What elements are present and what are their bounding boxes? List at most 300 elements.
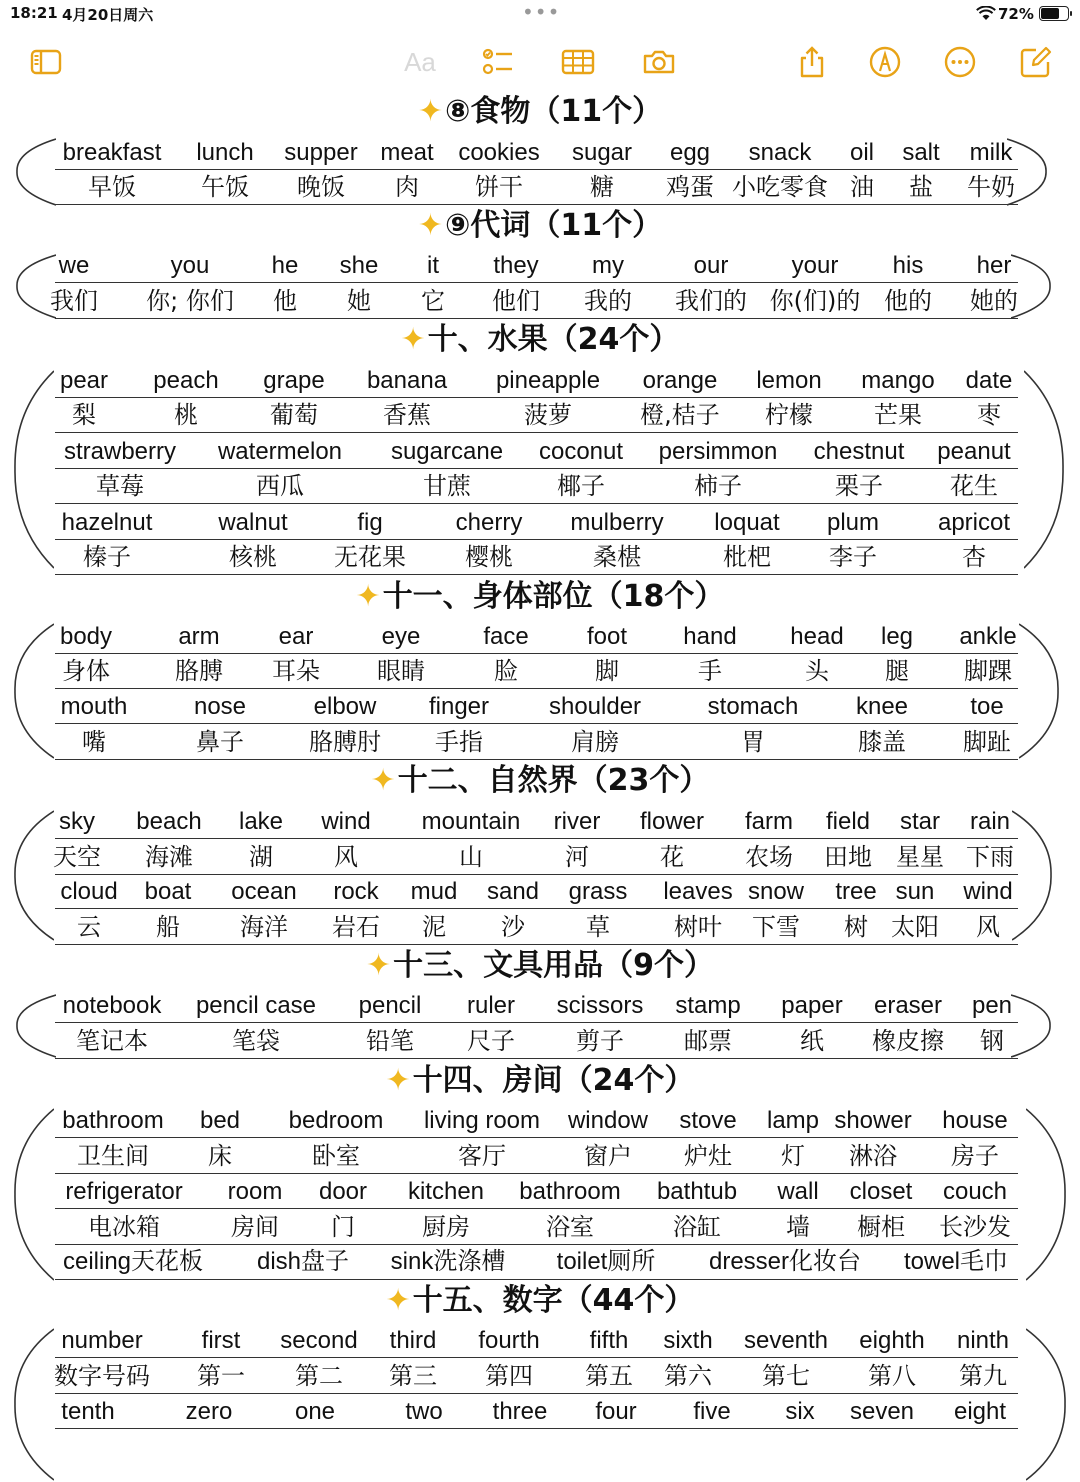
battery-percent: 72% (998, 5, 1034, 23)
section-title (0, 1061, 1080, 1101)
english-word: bathtub (656, 1178, 738, 1205)
chinese-meaning: 葡萄 (270, 401, 318, 429)
english-word: peach (153, 367, 219, 394)
english-word: lake (238, 808, 284, 835)
status-date: 4月20日周六 (62, 6, 154, 24)
english-word: body (59, 623, 113, 650)
chinese-meaning: 我的 (584, 287, 632, 315)
english-word: second (280, 1327, 358, 1354)
english-word: bedroom (288, 1107, 384, 1134)
chinese-meaning: 柠檬 (765, 401, 813, 429)
english-word: number (61, 1327, 143, 1354)
english-word: mud (410, 878, 458, 905)
chinese-meaning: 脚 (595, 657, 619, 685)
section-title (0, 320, 1080, 360)
chinese-meaning: 桃 (174, 401, 198, 429)
english-word: cookies (458, 139, 540, 166)
english-word: first (201, 1327, 241, 1354)
camera-icon[interactable] (641, 44, 677, 80)
english-word: loquat (714, 509, 780, 536)
chinese-meaning: 尺子 (467, 1027, 515, 1055)
vocab-pair: dresser化妆台 (708, 1248, 862, 1275)
english-word: supper (284, 139, 358, 166)
chinese-meaning: 下雪 (752, 913, 800, 941)
chinese-meaning: 晚饭 (297, 173, 345, 201)
row-divider (55, 688, 1018, 689)
notes-toolbar (0, 40, 1080, 84)
chinese-meaning: 菠萝 (524, 401, 572, 429)
chinese-meaning: 墙 (786, 1213, 810, 1241)
chinese-meaning: 卧室 (312, 1142, 360, 1170)
english-word: cloud (60, 878, 118, 905)
chinese-meaning: 鸡蛋 (666, 173, 714, 201)
chinese-meaning: 窗户 (584, 1142, 632, 1170)
battery-icon (1039, 6, 1069, 21)
bracket-left (14, 370, 54, 570)
chinese-meaning: 脸 (494, 657, 518, 685)
chinese-meaning: 沙 (501, 913, 525, 941)
chinese-meaning: 岩石 (332, 913, 380, 941)
wifi-icon (976, 6, 996, 25)
chinese-meaning: 她 (347, 287, 371, 315)
markup-pen-icon[interactable] (867, 44, 903, 80)
chinese-meaning: 脚踝 (964, 657, 1012, 685)
chinese-meaning: 橱柜 (857, 1213, 905, 1241)
chinese-meaning: 鼻子 (196, 728, 244, 756)
chinese-meaning: 油 (850, 173, 874, 201)
section-title-text: 十二、自然界（23个） (397, 763, 710, 798)
row-divider (55, 723, 1018, 724)
chinese-meaning: 糖 (590, 173, 614, 201)
vocab-pair: towel毛巾 (903, 1248, 1009, 1275)
vocab-pair: dish盘子 (256, 1248, 350, 1275)
section-title-text: ⑧食物（11个） (444, 94, 663, 129)
text-format-icon[interactable]: Aa (404, 46, 436, 77)
english-word: house (942, 1107, 1008, 1134)
section-title (0, 1281, 1080, 1321)
status-time: 18:21 (10, 4, 58, 22)
chinese-meaning: 第五 (585, 1362, 633, 1390)
english-word: kitchen (407, 1178, 485, 1205)
row-divider (55, 1022, 1018, 1023)
english-word: seven (849, 1398, 915, 1425)
chinese-meaning: 风 (976, 913, 1000, 941)
english-word: paper (781, 992, 843, 1019)
section-title (0, 206, 1080, 246)
status-bar (0, 0, 1080, 30)
chinese-meaning: 它 (421, 287, 445, 315)
chinese-meaning: 枣 (977, 401, 1001, 429)
english-word: snow (747, 878, 805, 905)
chinese-meaning: 他 (273, 287, 297, 315)
english-word: peanut (937, 438, 1011, 465)
chinese-meaning: 枇杷 (723, 543, 771, 571)
english-word: third (389, 1327, 437, 1354)
vocab-pair: toilet厕所 (556, 1248, 656, 1275)
english-word: egg (669, 139, 711, 166)
chinese-meaning: 第四 (485, 1362, 533, 1390)
section-title (0, 761, 1080, 801)
english-word: four (595, 1398, 637, 1425)
section-title (0, 946, 1080, 986)
more-icon[interactable] (942, 44, 978, 80)
star-emoji-icon: ✦ (355, 579, 381, 614)
chinese-meaning: 浴室 (546, 1213, 594, 1241)
chinese-meaning: 我们的 (675, 287, 747, 315)
chinese-meaning: 嘴 (82, 728, 106, 756)
chinese-meaning: 他们 (492, 287, 540, 315)
chinese-meaning: 胳膊 (175, 657, 223, 685)
row-divider (55, 1058, 1018, 1059)
chinese-meaning: 甘蔗 (423, 472, 471, 500)
english-word: living room (423, 1107, 541, 1134)
chinese-meaning: 太阳 (891, 913, 939, 941)
english-word: stove (679, 1107, 737, 1134)
english-word: milk (969, 139, 1013, 166)
english-word: finger (428, 693, 490, 720)
chinese-meaning: 第一 (197, 1362, 245, 1390)
chinese-meaning: 草 (586, 913, 610, 941)
english-word: rain (969, 808, 1011, 835)
english-word: window (567, 1107, 649, 1134)
english-word: wind (963, 878, 1013, 905)
section-title (0, 92, 1080, 132)
star-emoji-icon: ✦ (365, 948, 392, 983)
english-word: toe (970, 693, 1004, 720)
english-word: couch (942, 1178, 1008, 1205)
english-word: two (405, 1398, 443, 1425)
star-emoji-icon: ✦ (385, 1063, 411, 1098)
english-word: beach (136, 808, 202, 835)
english-word: ninth (956, 1327, 1010, 1354)
english-word: banana (366, 367, 448, 394)
chinese-meaning: 海滩 (145, 843, 193, 871)
chinese-meaning: 腿 (885, 657, 909, 685)
section-title-text: 十四、房间（24个） (412, 1063, 695, 1098)
english-word: refrigerator (65, 1178, 183, 1205)
english-word: salt (902, 139, 940, 166)
chinese-meaning: 第二 (295, 1362, 343, 1390)
vocab-pair: sink洗涤槽 (390, 1248, 506, 1275)
row-divider (55, 1208, 1018, 1209)
chinese-meaning: 风 (334, 843, 358, 871)
chinese-meaning: 你(们)的 (769, 287, 861, 315)
english-word: zero (185, 1398, 233, 1425)
chinese-meaning: 笔袋 (232, 1027, 280, 1055)
english-word: bathroom (519, 1178, 621, 1205)
bracket-left (14, 810, 54, 942)
english-word: eye (381, 623, 421, 650)
chinese-meaning: 门 (331, 1213, 355, 1241)
bracket-left (16, 138, 56, 207)
chinese-meaning: 胃 (741, 728, 765, 756)
english-word: field (825, 808, 871, 835)
english-word: ocean (231, 878, 297, 905)
chinese-meaning: 梨 (72, 401, 96, 429)
english-word: lunch (196, 139, 254, 166)
star-emoji-icon: ✦ (370, 763, 396, 798)
section-title-text: ⑨代词（11个） (444, 208, 663, 243)
section-title-text: 十五、数字（44个） (412, 1283, 695, 1318)
english-word: scissors (556, 992, 644, 1019)
vocab-pair: ceiling天花板 (62, 1248, 204, 1275)
chinese-meaning: 第七 (762, 1362, 810, 1390)
multitasking-dots-icon[interactable]: ••• (522, 0, 561, 24)
chinese-meaning: 树叶 (674, 913, 722, 941)
english-word: meat (380, 139, 434, 166)
english-word: closet (849, 1178, 913, 1205)
chinese-meaning: 数字号码 (54, 1362, 150, 1390)
row-divider (55, 838, 1018, 839)
chinese-meaning: 花生 (950, 472, 998, 500)
star-emoji-icon: ✦ (417, 94, 443, 129)
english-word: persimmon (658, 438, 778, 465)
chinese-meaning: 电冰箱 (88, 1213, 160, 1241)
english-word: eighth (859, 1327, 925, 1354)
english-word: oil (849, 139, 875, 166)
english-word: fig (357, 509, 383, 536)
english-word: mango (861, 367, 935, 394)
sidebar-icon[interactable] (28, 44, 64, 80)
english-word: sky (59, 808, 95, 835)
english-word: pen (971, 992, 1013, 1019)
english-word: sugar (571, 139, 633, 166)
english-word: farm (745, 808, 793, 835)
chinese-meaning: 纸 (800, 1027, 824, 1055)
english-word: lemon (756, 367, 822, 394)
chinese-meaning: 船 (156, 913, 180, 941)
english-word: seventh (743, 1327, 829, 1354)
bracket-right (1024, 370, 1064, 570)
english-word: grape (263, 367, 325, 394)
chinese-meaning: 橙,桔子 (640, 401, 720, 429)
english-word: shower (834, 1107, 912, 1134)
row-divider (55, 1173, 1018, 1174)
english-word: they (493, 252, 539, 279)
english-word: nose (193, 693, 247, 720)
chinese-meaning: 花 (660, 843, 684, 871)
english-word: sun (895, 878, 935, 905)
chinese-meaning: 田地 (824, 843, 872, 871)
english-word: three (492, 1398, 548, 1425)
bracket-left (14, 1328, 54, 1482)
english-word: it (427, 252, 439, 279)
english-word: snack (748, 139, 812, 166)
chinese-meaning: 我们 (50, 287, 98, 315)
chinese-meaning: 炉灶 (684, 1142, 732, 1170)
english-word: coconut (538, 438, 624, 465)
row-divider (55, 282, 1018, 283)
chinese-meaning: 厨房 (422, 1213, 470, 1241)
english-word: sugarcane (390, 438, 504, 465)
chinese-meaning: 杏 (962, 543, 986, 571)
english-word: our (693, 252, 729, 279)
chinese-meaning: 头 (805, 657, 829, 685)
english-word: elbow (313, 693, 377, 720)
bracket-right (1026, 1328, 1066, 1482)
english-word: bed (199, 1107, 241, 1134)
english-word: flower (639, 808, 705, 835)
chinese-meaning: 笔记本 (76, 1027, 148, 1055)
english-word: stomach (707, 693, 799, 720)
row-divider (55, 318, 1018, 319)
chinese-meaning: 椰子 (557, 472, 605, 500)
chinese-meaning: 肉 (395, 173, 419, 201)
row-divider (55, 432, 1018, 433)
chinese-meaning: 第六 (664, 1362, 712, 1390)
english-word: tenth (61, 1398, 115, 1425)
english-word: shoulder (548, 693, 642, 720)
chinese-meaning: 房间 (231, 1213, 279, 1241)
compose-icon[interactable] (1018, 44, 1054, 80)
english-word: knee (855, 693, 909, 720)
bracket-right (1026, 1108, 1066, 1282)
chinese-meaning: 河 (565, 843, 589, 871)
chinese-meaning: 房子 (951, 1142, 999, 1170)
chinese-meaning: 榛子 (83, 543, 131, 571)
english-word: breakfast (62, 139, 162, 166)
chinese-meaning: 下雨 (966, 843, 1014, 871)
chinese-meaning: 草莓 (96, 472, 144, 500)
chinese-meaning: 长沙发 (939, 1213, 1011, 1241)
english-word: river (553, 808, 601, 835)
english-word: head (790, 623, 844, 650)
english-word: sand (486, 878, 540, 905)
row-divider (55, 1357, 1018, 1358)
chinese-meaning: 钢 (980, 1027, 1004, 1055)
chinese-meaning: 芒果 (874, 401, 922, 429)
chinese-meaning: 云 (77, 913, 101, 941)
chinese-meaning: 灯 (781, 1142, 805, 1170)
chinese-meaning: 无花果 (334, 543, 406, 571)
share-icon[interactable] (794, 44, 830, 80)
chinese-meaning: 樱桃 (465, 543, 513, 571)
checklist-icon[interactable] (480, 44, 516, 80)
english-word: fifth (589, 1327, 629, 1354)
chinese-meaning: 脚趾 (963, 728, 1011, 756)
chinese-meaning: 你; 你们 (146, 287, 234, 315)
chinese-meaning: 第三 (389, 1362, 437, 1390)
english-word: leg (880, 623, 914, 650)
star-emoji-icon: ✦ (400, 322, 426, 357)
chinese-meaning: 柿子 (694, 472, 742, 500)
english-word: eight (953, 1398, 1007, 1425)
row-divider (55, 908, 1018, 909)
english-word: leaves (663, 878, 733, 905)
english-word: her (976, 252, 1012, 279)
english-word: foot (586, 623, 628, 650)
english-word: boat (144, 878, 192, 905)
chinese-meaning: 剪子 (576, 1027, 624, 1055)
english-word: grass (568, 878, 628, 905)
chinese-meaning: 海洋 (240, 913, 288, 941)
chinese-meaning: 午饭 (201, 173, 249, 201)
english-word: apricot (937, 509, 1011, 536)
chinese-meaning: 肩膀 (571, 728, 619, 756)
english-word: one (294, 1398, 336, 1425)
english-word: fourth (478, 1327, 540, 1354)
chinese-meaning: 第八 (868, 1362, 916, 1390)
english-word: cherry (455, 509, 523, 536)
chinese-meaning: 星星 (896, 843, 944, 871)
english-word: sixth (663, 1327, 713, 1354)
star-emoji-icon: ✦ (385, 1283, 411, 1318)
chinese-meaning: 眼睛 (377, 657, 425, 685)
english-word: hand (683, 623, 737, 650)
chinese-meaning: 天空 (53, 843, 101, 871)
bracket-right (1019, 623, 1059, 760)
chinese-meaning: 核桃 (229, 543, 277, 571)
chinese-meaning: 牛奶 (967, 173, 1015, 201)
english-word: eraser (873, 992, 943, 1019)
english-word: you (170, 252, 210, 279)
english-word: stamp (675, 992, 741, 1019)
english-word: ankle (959, 623, 1017, 650)
english-word: my (592, 252, 624, 279)
english-word: plum (826, 509, 880, 536)
english-word: pineapple (495, 367, 601, 394)
chinese-meaning: 香蕉 (383, 401, 431, 429)
english-word: notebook (62, 992, 162, 1019)
english-word: orange (642, 367, 718, 394)
english-word: ear (278, 623, 314, 650)
english-word: door (318, 1178, 368, 1205)
chinese-meaning: 湖 (249, 843, 273, 871)
section-title-text: 十三、文具用品（9个） (393, 948, 714, 983)
chinese-meaning: 手 (698, 657, 722, 685)
chinese-meaning: 第九 (959, 1362, 1007, 1390)
english-word: bathroom (62, 1107, 164, 1134)
english-word: he (271, 252, 299, 279)
row-divider (55, 574, 1018, 575)
english-word: six (785, 1398, 815, 1425)
english-word: arm (178, 623, 220, 650)
chinese-meaning: 耳朵 (272, 657, 320, 685)
english-word: mountain (421, 808, 521, 835)
chinese-meaning: 泥 (422, 913, 446, 941)
bracket-right (1012, 810, 1052, 942)
chinese-meaning: 浴缸 (673, 1213, 721, 1241)
chinese-meaning: 早饭 (88, 173, 136, 201)
row-divider (55, 1137, 1018, 1138)
chinese-meaning: 树 (844, 913, 868, 941)
chinese-meaning: 胳膊肘 (309, 728, 381, 756)
english-word: wind (321, 808, 371, 835)
english-word: chestnut (813, 438, 905, 465)
row-divider (55, 503, 1018, 504)
english-word: pencil (358, 992, 422, 1019)
english-word: tree (835, 878, 877, 905)
english-word: hazelnut (61, 509, 153, 536)
section-title (0, 577, 1080, 617)
chinese-meaning: 桑椹 (593, 543, 641, 571)
english-word: your (791, 252, 839, 279)
chinese-meaning: 橡皮擦 (872, 1027, 944, 1055)
english-word: ruler (466, 992, 516, 1019)
english-word: lamp (766, 1107, 820, 1134)
english-word: she (339, 252, 379, 279)
table-icon[interactable] (560, 44, 596, 80)
english-word: mulberry (570, 509, 664, 536)
row-divider (55, 1279, 1018, 1280)
chinese-meaning: 农场 (745, 843, 793, 871)
chinese-meaning: 盐 (909, 173, 933, 201)
bracket-left (16, 994, 56, 1059)
english-word: watermelon (217, 438, 343, 465)
english-word: five (693, 1398, 731, 1425)
english-word: we (58, 252, 90, 279)
english-word: star (899, 808, 941, 835)
